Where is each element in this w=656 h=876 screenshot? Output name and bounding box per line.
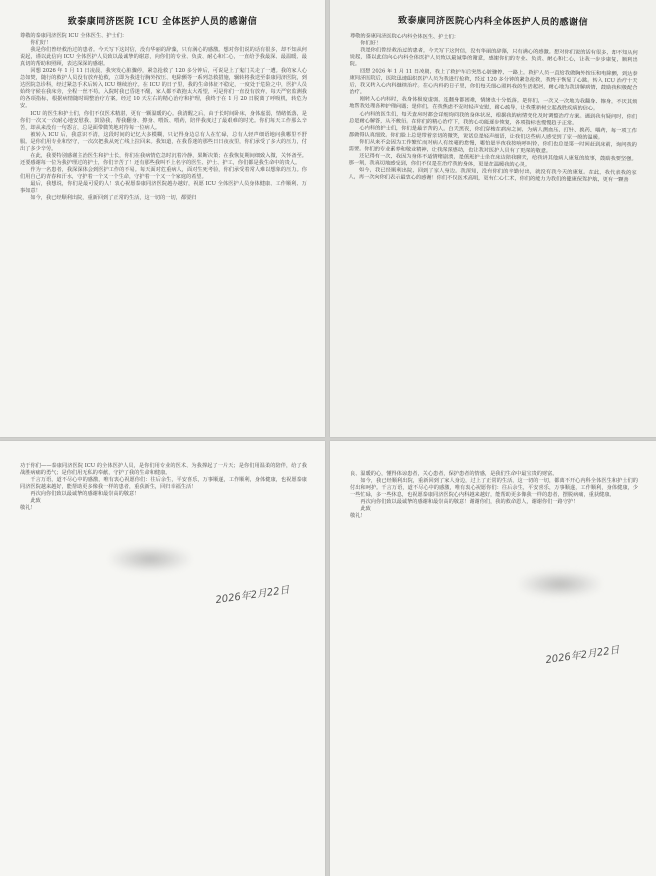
letter-paragraph: 尊敬的泰康同济医院心内科全体医生、护士们：	[349, 33, 459, 41]
letter-paragraph: 再次向你们致以最诚挚的感谢和最崇高的敬意！谢谢你们，我的救命恩人，谢谢你们一路守护！	[360, 499, 579, 506]
letter-paragraph: 良、温暖的心，懂得体谅患者，关心患者，保护患者的情感，是我们生命中最宝贵的财富。	[350, 471, 558, 477]
letter-paragraph: 如今，我已经顺利出院，重新回到了正常的生活，这一切的一切，都要归	[30, 195, 197, 202]
letter-paragraph: 千言万语，道不尽心中的感激，唯有衷心祝愿你们：往后余生，平安喜乐，万事顺遂，工作顺利，身体健康，也祝愿泰康同济医院越来越好，能帮助更多像我一样的患者，重获新生，回归幸福生活！	[20, 477, 307, 491]
letter-paragraph: 回想 2026 年 1 月 11 日凌晨，我突发心脏骤停，紧急抢救了 120 多分钟后，可说是上了鬼门关走了一遭。我的家人心急如焚，随行的救护人员没有放弃抢救，立即为我进行胸外按压、电除颤等一系列急救措施，辗转将我送至泰康同济医院，到达医院急诊科，经过紧急手术后转入 ICU 继续治疗。在 ICU 的日子里，我的生命体征不稳定，一度处于危险之中，医护人员始终守候在我床旁，全程一丝不苟。入院时我已昏迷不醒，家人都不敢抱太大希望，可是你们一直没有放弃，每天严密监测我的各项指标，根据病情随时调整治疗方案。经过 10 天左右的精心治疗和护理，我终于在 1 月 20 日脱离了呼吸机，转危为安。	[20, 68, 307, 110]
letter-page-1	[0, 0, 325, 437]
letter-paragraph: 此致	[30, 498, 41, 505]
letter-paragraph: 在此，我要特别感谢主治医生和护士长，你们在我病情危急时沉着冷静，果断决策；在我恢复期间细致入微，关怀备至。还要感谢每一位为我护理过的护士，你们辛苦了！还有那些我叫不上名字的医生、护士、护工，你们都是我生命中的贵人。	[20, 152, 307, 166]
letter-paragraph: 你们从来不会因为工作繁忙而对病人有丝毫的怠慢，哪怕是半夜我按响呼叫铃，你们也总是第一时间赶到床前，询问我的需要。你们的专业素养和敬业精神，让我深深感动，也让我对医护人员有了更深的敬意。	[348, 139, 637, 155]
letter-title-cardiology: 致泰康同济医院心内科全体医护人员的感谢信	[397, 16, 589, 28]
letter-paragraph: 你们好！	[360, 40, 382, 47]
letter-body	[0, 33, 325, 202]
blurred-signature	[110, 546, 190, 572]
letter-page-4	[330, 441, 656, 876]
letter-body	[330, 441, 656, 520]
letter-paragraph: 如今，我已经顺利出院，重新回到了家人身边，过上了正常的生活，这一切的一切，都离不开心内科全体医生和护士们的付出和呵护。千言万语，道不尽心中的感激，唯有衷心祝愿你们：往后余生，平安喜乐，万事顺遂，工作顺利，身体健康，少一些忙碌，多一些休息，也祝愿泰康同济医院心内科越来越好，能帮助更多像我一样的患者，摆脱病痛，重获健康。	[350, 478, 638, 499]
blurred-signature	[520, 571, 600, 597]
letter-title-icu: 致泰康同济医院 ICU 全体医护人员的感谢信	[67, 17, 258, 27]
letter-paragraph: 我是你们曾经救治过的患者。今天写下这封信，没有华丽的辞藻，只有满心的感激。想对你们说的话有很多，却不知从何说起，谨以此信向 ICU 全体医护人员致以最诚挚的谢意，向你们的专业、负责、耐心和仁心，一直给予我最深、最温暖、最真切的帮助和照顾，表达深深的感谢。	[20, 47, 307, 68]
letter-paragraph: 心内科的护士们，你们是最辛苦的人。白天黑夜，你们穿梭在病房之间，为病人测血压、打针、换药、喂药，每一项工作都做得认真细致。你们脸上总是带着亲切的微笑，说话总是轻声细语，让我们这些病人感受到了家一般的温暖。	[348, 124, 638, 141]
letter-paragraph: 心内科的医生们，每天查房时都会详细询问我的身体状况，根据我的病情变化及时调整治疗方案。遇到我有疑问时，你们总是耐心解答，从不敷衍。在你们的精心治疗下，我的心功能逐步恢复，各项指标也慢慢趋于正常。	[349, 110, 638, 127]
letter-paragraph: 敬礼！	[20, 505, 36, 512]
letter-paragraph: 尊敬的泰康同济医院 ICU 全体医生、护士们：	[20, 33, 128, 39]
letter-paragraph: 我是你们曾经救治过的患者。今天写下这封信，没有华丽的辞藻，只有满心的感激。想对你们说的话有很多，却不知从何说起，谨以此信向心内科全体医护人员致以最诚挚的谢意，感谢你们的专业、负责、耐心和仁心，让我一步步康复，顺利出院。	[349, 47, 638, 68]
letter-body	[330, 33, 656, 184]
letter-paragraph: 你们好！	[30, 40, 52, 47]
letter-paragraph: 被转入 ICU 后，我意识不清，这段时间的记忆大多模糊，只记得身边总有人在忙碌，总有人轻声细语地问我哪里不舒服。是你们用专业和坚守，一次次把我从死亡线上拉回来。我知道，在我昏迷的那些日日夜夜里，你们承受了多大的压力，付出了多少辛劳。	[20, 131, 307, 152]
letter-paragraph: 回想 2026 年 1 月 11 日凌晨，我上了救护车后突然心脏骤停，一路上，救护人员一直给我做胸外按压和电除颤，到达泰康同济医院后，医院迅速组织医护人员为我进行抢救，经过 120 多分钟的紧急抢救，我终于恢复了心跳。转入 ICU 治疗十天后，我又转入心内科继续治疗。在心内科的日子里，你们每天细心照料我的生活起居，耐心地为我讲解病情，鼓励我积极配合治疗。	[349, 68, 638, 96]
letter-paragraph: 功于你们——泰康同济医院 ICU 的全体医护人员，是你们用专业的医术、为我撑起了一片天；是你们用温柔的陪伴，给了我战胜病痛的勇气；是你们用无私的奉献，守护了我的生命和健康。	[20, 463, 307, 477]
letter-paragraph: 作为一名患者，我深深体会到医护工作的不易。每天面对危重病人，面对生死考验，你们承受着常人难以想象的压力。你们用自己的青春和汗水，守护着一个又一个生命，守护着一个又一个家庭的希望。	[20, 166, 307, 180]
letter-paragraph: 还记得有一次，我因为身体不适情绪崩溃，是值班护士坐在床边陪我聊天，给我讲其他病人康复的故事，鼓励我要坚强。那一刻，我真切地感受到，你们不仅是在治疗我的身体，更是在温暖我的心灵。	[348, 153, 637, 168]
letter-paragraph: 再次向你们致以最诚挚的感谢和最崇高的敬意！	[30, 491, 140, 498]
letter-paragraph: 敬礼！	[350, 513, 366, 520]
letter-page-3	[0, 441, 325, 876]
letter-paragraph: 最后，我想说，你们是最可爱的人！衷心祝愿泰康同济医院越办越好，祝愿 ICU 全体医护人员身体健康、工作顺利、万事如意！	[20, 180, 307, 195]
letter-paragraph: 刚转入心内科时，我身体极度虚弱，连翻身都困难，情绪也十分低落。是你们，一次又一次地为我翻身、擦身，不厌其烦地帮我处理各种护理问题；是你们，在我焦虑不安时轻声安慰，耐心疏导，让我重新树立起战胜疾病的信心。	[349, 96, 638, 113]
letter-body	[0, 441, 325, 512]
signature-date: 2026年2月22日	[214, 584, 291, 607]
letter-page-2	[330, 0, 656, 437]
letter-paragraph: ICU 的医生和护士们，你们不仅医术精湛，更有一颗温暖的心。我清醒之后，由于长时间卧床，身体虚弱，情绪低落，是你们一次又一次耐心地安慰我、鼓励我，帮我翻身、擦身、喂饭、喂药，陪伴我度过了最艰难的时光。你们每天工作那么辛苦，却从来没有一句怨言，总是面带微笑地对待每一位病人。	[20, 110, 307, 131]
signature-date: 2026年2月22日	[544, 644, 621, 667]
letter-paragraph: 如今，我已经顺利出院，回到了家人身边。我深知，没有你们的辛勤付出，就没有我今天的康复。在此，我代表我的家人，再一次向你们表示最衷心的感谢！你们不仅医术高明，更有仁心仁术，你们的能力为我们的健康保驾护航，更有一颗善	[348, 167, 637, 184]
letter-paragraph: 此致	[360, 506, 371, 513]
